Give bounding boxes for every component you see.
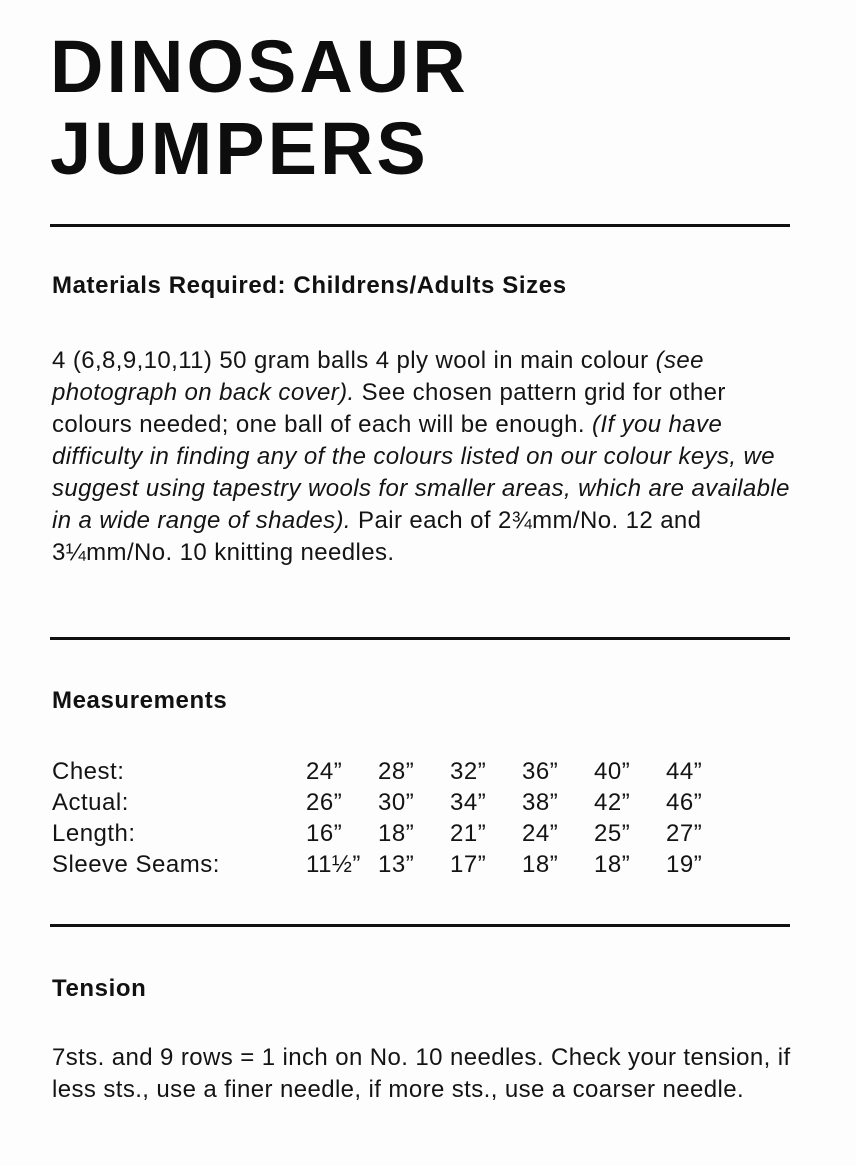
materials-segment-italic: (see photograph on back cover). [52,347,704,406]
row-label: Chest: [52,758,125,785]
tension-heading: Tension [52,975,147,1002]
materials-segment-italic: (If you have difficulty in finding any of the colours listed on our colour keys, we suggest using tapestry wools for smaller areas, which are available in a wide range of shades). [52,411,790,534]
size-value: 18” [594,851,631,878]
row-label: Sleeve Seams: [52,851,220,878]
table-row [52,756,726,787]
size-value: 16” [306,820,343,847]
size-value: 26” [306,789,343,816]
materials-segment: Pair each of 2¾mm/No. 12 and 3¼mm/No. 10 knitting needles. [52,507,702,566]
title-line-1: DINOSAUR [50,25,469,108]
size-value: 46” [666,789,703,816]
page-title [50,26,469,190]
tension-text: 7sts. and 9 rows = 1 inch on No. 10 needles. Check your tension, if less sts., use a finer needle, if more sts., use a coarser needle. [52,1044,791,1103]
size-value: 40” [594,758,631,785]
row-label: Actual: [52,789,129,816]
size-value: 30” [378,789,415,816]
divider [50,924,790,927]
size-value: 32” [450,758,487,785]
size-value: 17” [450,851,487,878]
size-value: 42” [594,789,631,816]
title-line-2: JUMPERS [50,107,429,190]
table-row [52,818,726,849]
size-value: 25” [594,820,631,847]
size-value: 24” [522,820,559,847]
materials-segment: 4 (6,8,9,10,11) 50 gram balls 4 ply wool in main colour [52,347,656,374]
size-value: 19” [666,851,703,878]
size-value: 34” [450,789,487,816]
table-row [52,787,726,818]
measurements-table [52,756,726,880]
materials-heading: Materials Required: Childrens/Adults Sizes [52,272,567,299]
size-value: 38” [522,789,559,816]
materials-segment: See chosen pattern grid for other colours needed; one ball of each will be enough. [52,379,726,438]
size-value: 27” [666,820,703,847]
row-label: Length: [52,820,136,847]
size-value: 18” [522,851,559,878]
size-value: 18” [378,820,415,847]
size-value: 36” [522,758,559,785]
size-value: 24” [306,758,343,785]
size-value: 21” [450,820,487,847]
size-value: 13” [378,851,415,878]
table-row [52,849,726,880]
measurements-heading: Measurements [52,687,228,714]
size-value: 44” [666,758,703,785]
divider [50,224,790,227]
size-value: 11½” [306,851,361,878]
size-value: 28” [378,758,415,785]
divider [50,637,790,640]
materials-text [52,345,812,569]
